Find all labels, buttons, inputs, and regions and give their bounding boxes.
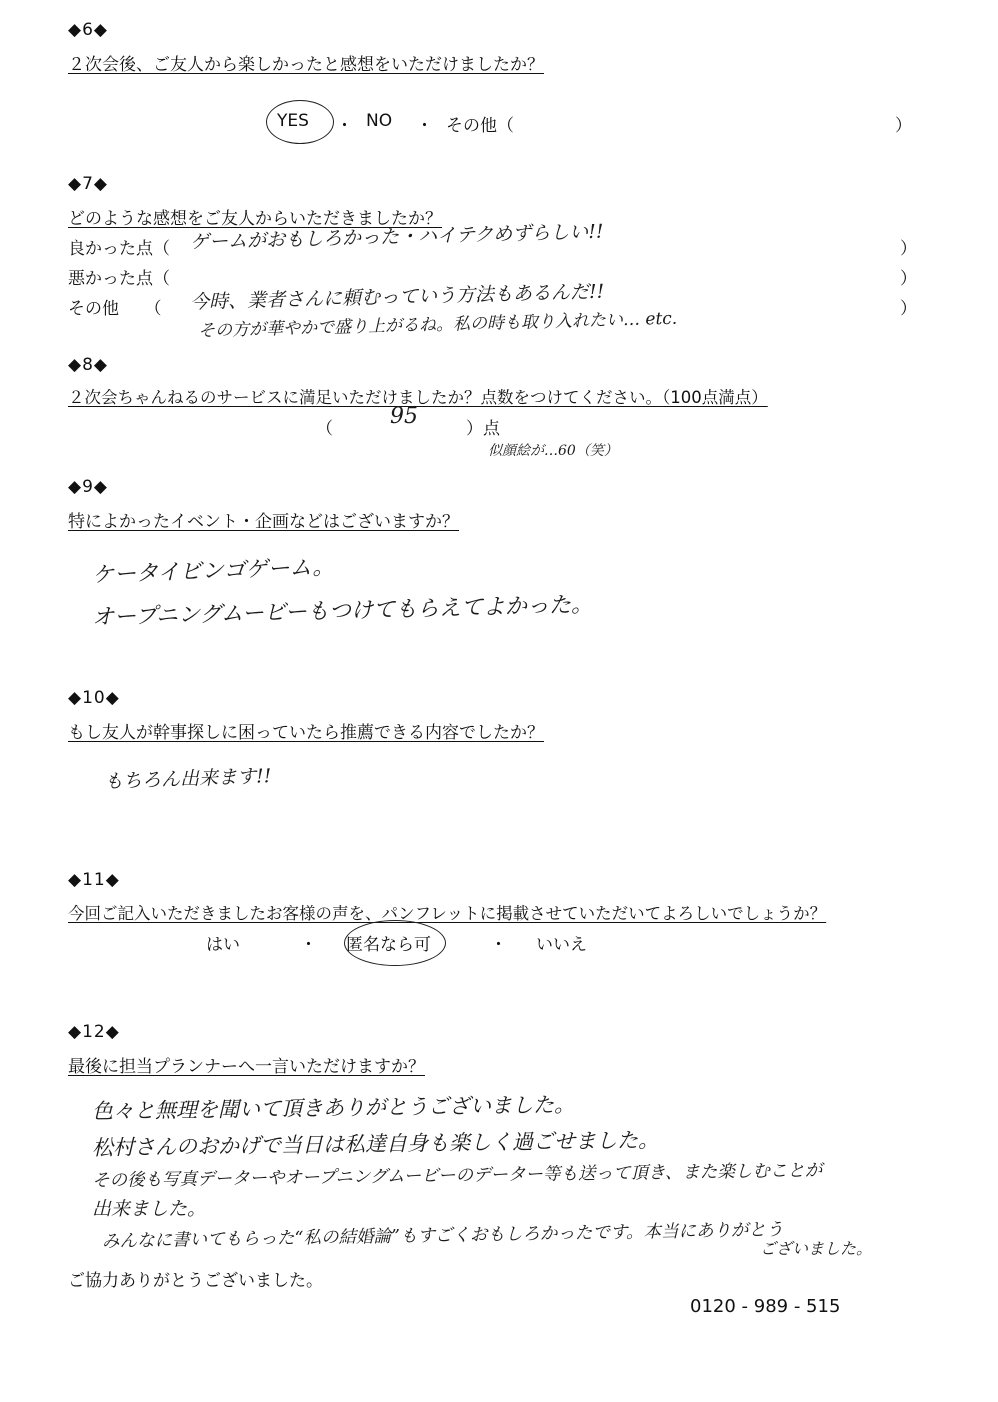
q7-bad-label: 悪かった点（ xyxy=(68,269,170,289)
q7-good-answer: ゲームがおもしろかった・ハイテクめずらしい!! xyxy=(189,220,604,254)
q6-marker: ◆6◆ xyxy=(68,20,108,40)
q12-answer-line-2: 松村さんのおかげで当日は私達自身も楽しく過ごせました。 xyxy=(91,1128,660,1160)
q6-dot-2: ・ xyxy=(416,116,433,136)
q12-answer-line-1: 色々と無理を聞いて頂きありがとうございました。 xyxy=(91,1092,576,1124)
q12-answer-line-6: ございました。 xyxy=(760,1239,873,1258)
q8-note: 似顔絵が…60（笑） xyxy=(488,443,618,459)
thanks-message: ご協力ありがとうございました。 xyxy=(68,1271,323,1291)
q10-marker: ◆10◆ xyxy=(68,688,120,708)
q11-question: 今回ご記入いただきましたお客様の声を、パンフレットに掲載させていただいてよろしいでしょうか？ xyxy=(68,904,827,923)
q9-marker: ◆9◆ xyxy=(68,477,108,497)
q7-good-label: 良かった点（ xyxy=(68,239,170,259)
q7-question: どのような感想をご友人からいただきましたか？ xyxy=(68,209,442,229)
q11-option-yes: はい xyxy=(206,935,240,955)
q7-marker: ◆7◆ xyxy=(68,174,108,194)
q6-option-yes: YES xyxy=(277,111,309,131)
q7-good-close: ） xyxy=(900,239,917,259)
q6-close-paren: ） xyxy=(895,116,912,136)
q7-other-close: ） xyxy=(900,299,917,319)
q11-option-anonymous: 匿名なら可 xyxy=(346,935,431,955)
q11-marker: ◆11◆ xyxy=(68,870,120,890)
q12-answer-line-3: その後も写真データーやオープニングムービーのデーター等も送って頂き、また楽しむことが xyxy=(91,1160,823,1192)
phone-number: 0120 - 989 - 515 xyxy=(690,1296,841,1317)
q12-marker: ◆12◆ xyxy=(68,1022,120,1042)
q6-question: ２次会後、ご友人から楽しかったと感想をいただけましたか？ xyxy=(68,55,544,75)
q7-other-answer-1: 今時、業者さんに頼むっていう方法もあるんだ!! xyxy=(189,280,605,314)
q12-question: 最後に担当プランナーへ一言いただけますか？ xyxy=(68,1057,425,1077)
q10-answer: もちろん出来ます!! xyxy=(103,765,272,793)
q7-other-answer-2: その方が華やかで盛り上がるね。私の時も取り入れたい… etc. xyxy=(197,308,678,342)
q9-question: 特によかったイベント・企画などはございますか？ xyxy=(68,512,459,532)
q11-option-no: いいえ xyxy=(536,935,587,955)
q8-marker: ◆8◆ xyxy=(68,355,108,375)
q8-score: 95 xyxy=(390,404,418,429)
q8-close-unit: ）点 xyxy=(466,419,500,439)
q12-answer-line-4: 出来ました。 xyxy=(92,1198,207,1220)
q8-question: ２次会ちゃんねるのサービスに満足いただけましたか？点数をつけてください。（100点満点） xyxy=(68,388,768,407)
q11-dot-1: ・ xyxy=(300,935,317,955)
q6-option-other: その他（ xyxy=(446,116,514,136)
q6-option-no: NO xyxy=(366,111,393,131)
q12-answer-line-5: みんなに書いてもらった“私の結婚論”もすごくおもしろかったです。本当にありがとう xyxy=(101,1220,784,1252)
q9-answer-2: オープニングムービーもつけてもらえてよかった。 xyxy=(91,592,594,631)
q9-answer-1: ケータイビンゴゲーム。 xyxy=(91,554,335,589)
q11-dot-2: ・ xyxy=(490,935,507,955)
q10-question: もし友人が幹事探しに困っていたら推薦できる内容でしたか？ xyxy=(68,723,544,743)
q7-bad-close: ） xyxy=(900,269,917,289)
q8-open-paren: （ xyxy=(316,419,333,439)
q7-other-label: その他 （ xyxy=(68,299,162,319)
q6-dot-1: ・ xyxy=(336,116,353,136)
